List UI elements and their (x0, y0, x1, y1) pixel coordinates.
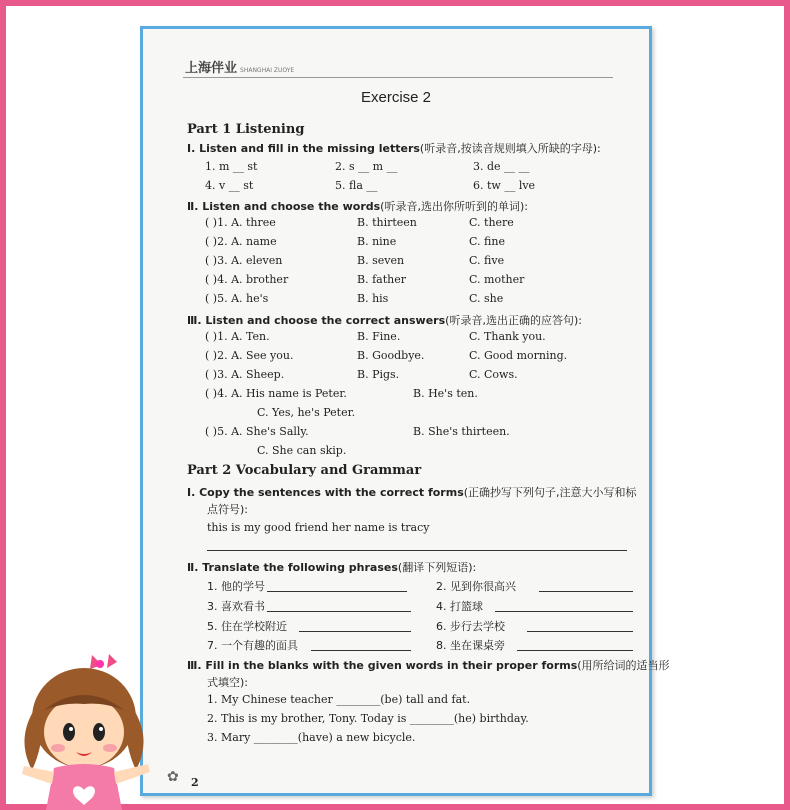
p2-s2-item: 5. 住在学校附近 (207, 620, 287, 633)
p1-s3-row: B. She's thirteen. (413, 425, 510, 438)
p1-s2-row: ( )5. A. he's (205, 292, 269, 305)
p1-s2-row: C. she (469, 292, 504, 305)
p1-s3-row: B. Pigs. (357, 368, 400, 381)
p2-s2-item: 1. 他的学号 (207, 580, 265, 593)
answer-line[interactable] (207, 549, 627, 551)
p1-s1-item: 6. tw __ lve (473, 179, 536, 192)
p1-s2-row: C. there (469, 216, 514, 229)
p1-s3-row: C. Good morning. (469, 349, 568, 362)
p1-s2-row: C. mother (469, 273, 525, 286)
p1-s2-row: B. father (357, 273, 406, 286)
cartoon-girl-icon (14, 650, 164, 810)
p1-s3-title: Ⅲ. Listen and choose the correct answers(听录音,选出正确的应答句): (187, 314, 582, 327)
p1-s2-row: ( )2. A. name (205, 235, 277, 248)
p1-s1-item: 1. m __ st (205, 160, 258, 173)
p2-s2-title: Ⅱ. Translate the following phrases(翻译下列短语): (187, 561, 477, 574)
answer-line[interactable] (539, 590, 633, 592)
p2-s1-sentence: this is my good friend her name is tracy (207, 521, 430, 534)
p1-s3-row: C. Yes, he's Peter. (257, 406, 356, 419)
p1-s2-row: B. thirteen (357, 216, 417, 229)
p1-s3-row: ( )2. A. See you. (205, 349, 294, 362)
answer-line[interactable] (267, 590, 407, 592)
p1-s2-row: B. his (357, 292, 389, 305)
p2-s3-line: 2. This is my brother, Tony. Today is ________(he) birthday. (207, 712, 529, 725)
answer-line[interactable] (299, 630, 411, 632)
answer-line[interactable] (517, 649, 633, 651)
p1-s3-row: ( )3. A. Sheep. (205, 368, 285, 381)
p2-s1-title: Ⅰ. Copy the sentences with the correct forms(正确抄写下列句子,注意大小写和标 (187, 486, 637, 499)
p1-s3-row: ( )5. A. She's Sally. (205, 425, 309, 438)
p1-s3-row: ( )1. A. Ten. (205, 330, 270, 343)
page-number: 2 (191, 776, 199, 789)
p1-s2-row: ( )4. A. brother (205, 273, 289, 286)
p2-s3-line: 1. My Chinese teacher ________(be) tall and fat. (207, 693, 471, 706)
p1-s3-row: B. Fine. (357, 330, 401, 343)
p1-s3-row: C. She can skip. (257, 444, 347, 457)
p2-s3-line: 3. Mary ________(have) a new bicycle. (207, 731, 416, 744)
p2-s2-item: 7. 一个有趣的面具 (207, 639, 298, 652)
p1-s2-row: B. nine (357, 235, 397, 248)
p2-s1-note2: 点符号): (207, 503, 248, 516)
p1-s1-item: 2. s __ m __ (335, 160, 398, 173)
p2-s3-note2: 式填空): (207, 676, 248, 689)
p2-s2-item: 4. 打篮球 (436, 600, 483, 613)
p2-s3-title: Ⅲ. Fill in the blanks with the given words in their proper forms(用所给词的适当形 (187, 659, 670, 672)
header-rule (183, 77, 613, 78)
p1-s1-item: 5. fla __ (335, 179, 378, 192)
part2-title: Part 2 Vocabulary and Grammar (187, 463, 422, 478)
answer-line[interactable] (311, 649, 411, 651)
exercise-title: Exercise 2 (360, 89, 432, 106)
p1-s3-row: B. Goodbye. (357, 349, 425, 362)
p2-s2-item: 2. 见到你很高兴 (436, 580, 516, 593)
p1-s1-item: 4. v __ st (205, 179, 254, 192)
p1-s1-item: 3. de __ __ (473, 160, 530, 173)
answer-line[interactable] (527, 630, 633, 632)
answer-line[interactable] (495, 610, 633, 612)
paw-icon: ✿ (167, 769, 179, 785)
logo: 上海伴业 SHANGHAI ZUOYE (185, 61, 295, 76)
p1-s2-row: ( )3. A. eleven (205, 254, 283, 267)
p2-s2-item: 8. 坐在课桌旁 (436, 639, 505, 652)
p1-s3-row: C. Cows. (469, 368, 518, 381)
part1-title: Part 1 Listening (187, 122, 305, 137)
p1-s2-row: C. fine (469, 235, 505, 248)
answer-line[interactable] (267, 610, 411, 612)
p1-s3-row: B. He's ten. (413, 387, 478, 400)
p1-s2-row: C. five (469, 254, 505, 267)
workbook-page (140, 26, 670, 796)
p2-s2-item: 3. 喜欢看书 (207, 600, 265, 613)
p2-s2-item: 6. 步行去学校 (436, 620, 505, 633)
p1-s2-title: Ⅱ. Listen and choose the words(听录音,选出你所听到的单词): (187, 200, 528, 213)
p1-s2-row: B. seven (357, 254, 405, 267)
p1-s1-title: Ⅰ. Listen and fill in the missing letters(听录音,按读音规则填入所缺的字母): (187, 142, 601, 155)
p1-s3-row: C. Thank you. (469, 330, 546, 343)
p1-s3-row: ( )4. A. His name is Peter. (205, 387, 347, 400)
p1-s2-row: ( )1. A. three (205, 216, 276, 229)
